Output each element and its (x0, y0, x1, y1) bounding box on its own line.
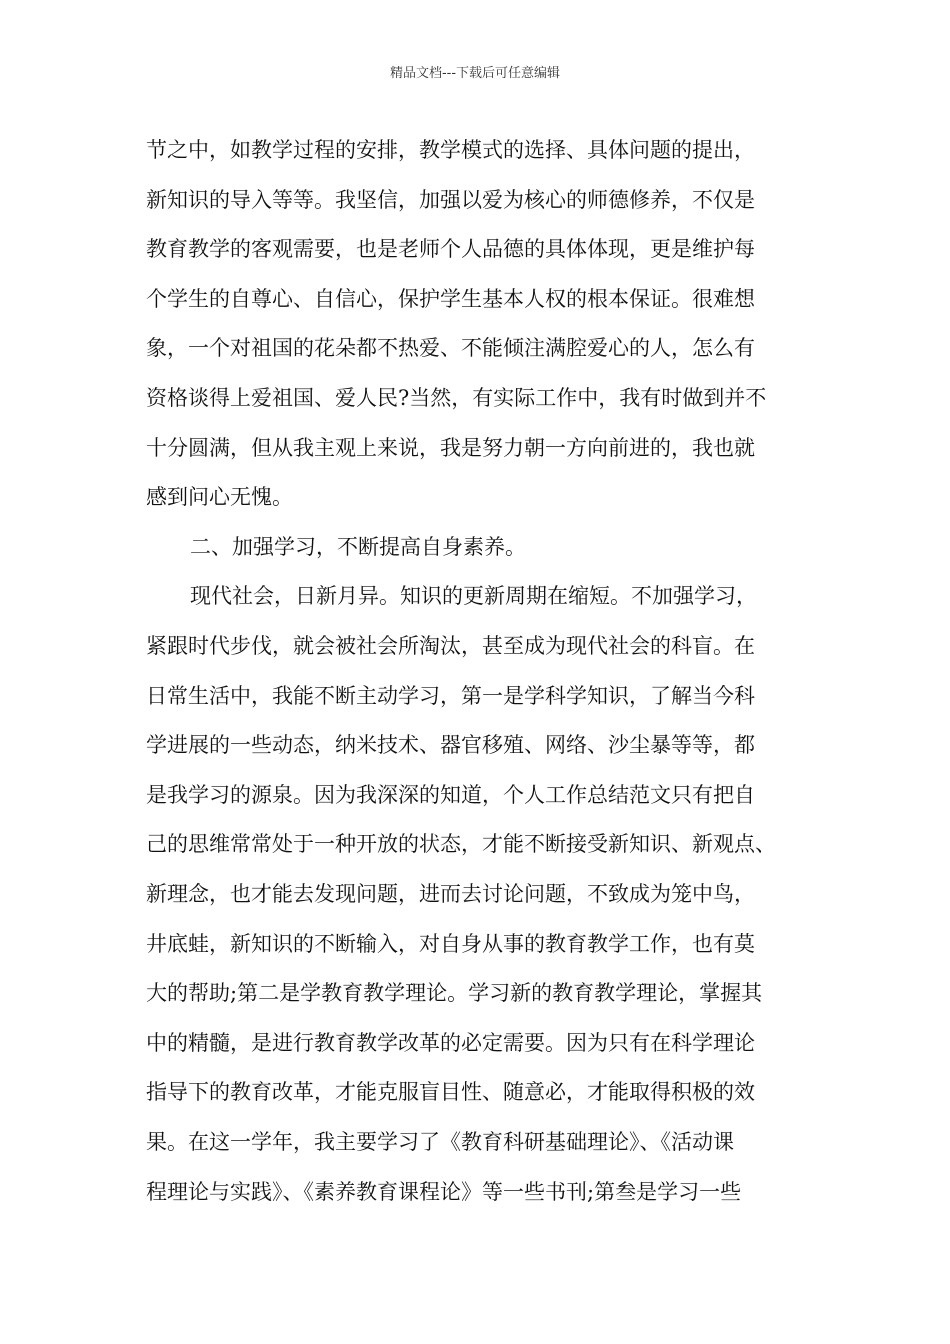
text-line: 现代社会，日新月异。知识的更新周期在缩短。不加强学习， (190, 584, 757, 609)
text-line: 感到问心无愧。 (146, 485, 293, 510)
text-line: 学进展的一些动态，纳米技术、器官移殖、网络、沙尘暴等等，都 (146, 733, 755, 758)
text-line: 果。在这一学年，我主要学习了《教育科研基础理论》、《活动课 (146, 1130, 734, 1154)
page-header: 精品文档---下载后可任意编辑 (389, 66, 561, 81)
text-line: 个学生的自尊心、自信心，保护学生基本人权的根本保证。很难想 (146, 286, 755, 311)
text-line: 新理念，也才能去发现问题，进而去讨论问题，不致成为笼中鸟， (146, 882, 755, 906)
text-line: 教育教学的客观需要，也是老师个人品德的具体体现，更是维护每 (146, 237, 755, 262)
text-line: 十分圆满，但从我主观上来说，我是努力朝一方向前进的，我也就 (146, 435, 755, 460)
text-line: 己的思维常常处于一种开放的状态，才能不断接受新知识、新观点、 (146, 832, 776, 857)
text-line: 是我学习的源泉。因为我深深的知道，个人工作总结范文只有把自 (146, 782, 755, 807)
text-line: 节之中，如教学过程的安排，教学模式的选择、具体问题的提出， (146, 138, 755, 162)
text-line: 大的帮助;第二是学教育教学理论。学习新的教育教学理论，掌握其 (146, 981, 763, 1006)
text-line: 日常生活中，我能不断主动学习，第一是学科学知识，了解当今科 (146, 683, 755, 708)
text-line: 紧跟时代步伐，就会被社会所淘汰，甚至成为现代社会的科盲。在 (146, 634, 755, 658)
text-line: 程理论与实践》、《素养教育课程论》等一些书刊;第叁是学习一些 (146, 1179, 742, 1204)
text-line: 资格谈得上爱祖国、爱人民?当然，有实际工作中，我有时做到并不 (146, 386, 767, 410)
text-line: 象，一个对祖国的花朵都不热爱、不能倾注满腔爱心的人，怎么有 (146, 336, 755, 361)
text-line: 新知识的导入等等。我坚信，加强以爱为核心的师德修养，不仅是 (146, 187, 755, 212)
text-line: 指导下的教育改革，才能克服盲目性、随意必，才能取得积极的效 (146, 1080, 755, 1105)
section-heading: 二、加强学习，不断提高自身素养。 (190, 534, 526, 559)
text-line: 井底蛙，新知识的不断输入，对自身从事的教育教学工作，也有莫 (146, 931, 755, 956)
text-line: 中的精髓，是进行教育教学改革的必定需要。因为只有在科学理论 (146, 1030, 755, 1055)
